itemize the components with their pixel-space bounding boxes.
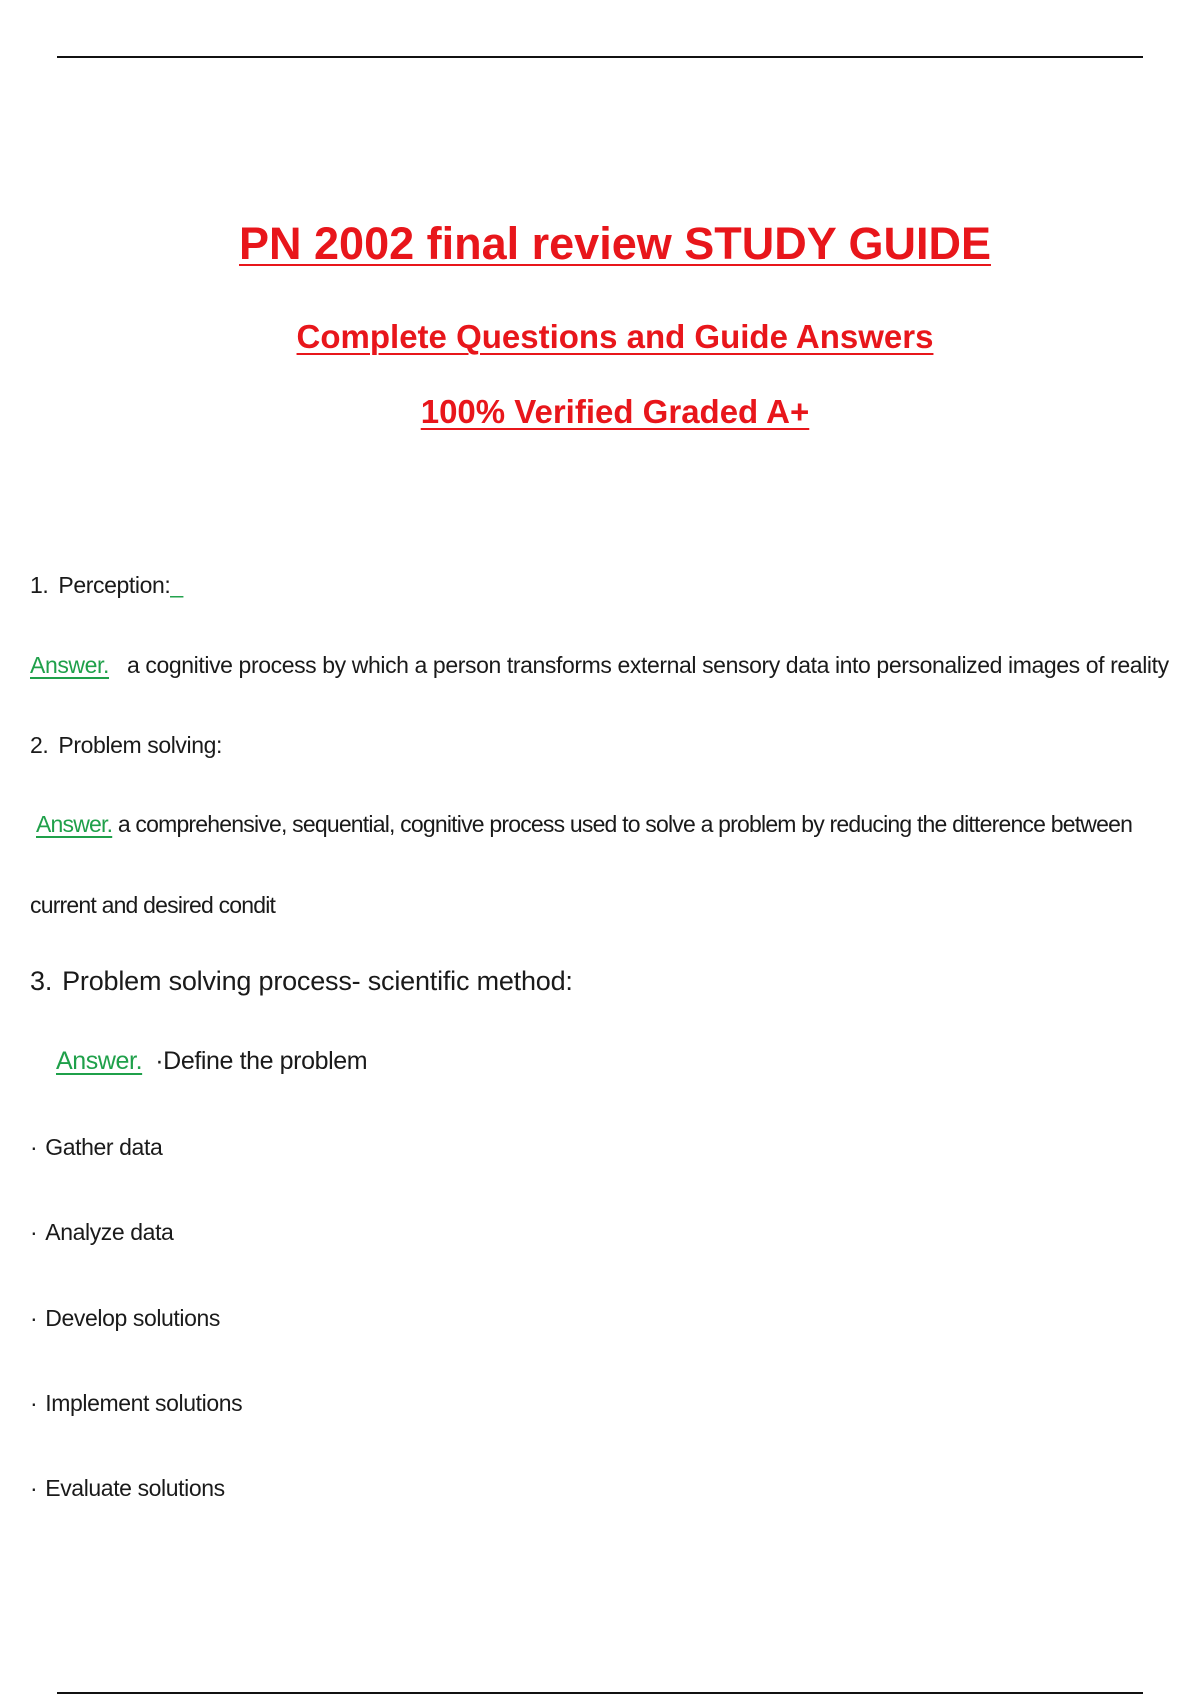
step-text: Evaluate solutions [45, 1475, 225, 1501]
step-item [30, 1219, 173, 1246]
question-2 [30, 732, 222, 759]
bullet-glyph: · [30, 1390, 38, 1416]
answer-1 [30, 652, 1169, 679]
step-item [30, 1134, 162, 1161]
question-text: Perception: [58, 572, 171, 598]
question-trail: _ [170, 572, 183, 598]
question-1 [30, 572, 183, 599]
question-number: 2. [30, 732, 49, 758]
question-text: Problem solving process- scientific method: [62, 966, 573, 996]
question-number: 3. [30, 966, 53, 996]
verified-badge-text: 100% Verified Graded A+ [420, 393, 810, 430]
step-item [30, 1305, 220, 1332]
step-item [30, 1475, 225, 1502]
top-rule [57, 56, 1143, 58]
answer-label: Answer. [56, 1047, 143, 1075]
answer-2-continued [30, 892, 275, 919]
step-text: Implement solutions [45, 1390, 243, 1416]
answer-text: a comprehensive, sequential, cognitive process used to solve a problem by reducing the ditterence between [117, 811, 1133, 837]
bullet-glyph: · [155, 1047, 164, 1075]
document-title: PN 2002 final review STUDY GUIDE [239, 218, 991, 269]
answer-2 [36, 811, 1132, 838]
bullet-glyph: · [30, 1305, 38, 1331]
step-text: Gather data [45, 1134, 163, 1160]
answer-text-continued: current and desired condit [30, 892, 276, 918]
step-text: Analyze data [45, 1219, 174, 1245]
bullet-glyph: · [30, 1134, 38, 1160]
answer-text: a cognitive process by which a person transforms external sensory data into personalized images of reality [127, 652, 1169, 678]
bullet-glyph: · [30, 1219, 38, 1245]
bottom-rule [57, 1692, 1143, 1694]
question-3 [30, 966, 573, 997]
step-item [30, 1390, 242, 1417]
step-text: Develop solutions [45, 1305, 221, 1331]
answer-3 [56, 1047, 367, 1076]
answer-label: Answer. [30, 652, 110, 678]
answer-text: Define the problem [163, 1047, 368, 1075]
question-number: 1. [30, 572, 49, 598]
bullet-glyph: · [30, 1475, 38, 1501]
document-subtitle: Complete Questions and Guide Answers [296, 318, 934, 355]
question-text: Problem solving: [58, 732, 223, 758]
answer-label: Answer. [36, 811, 113, 837]
